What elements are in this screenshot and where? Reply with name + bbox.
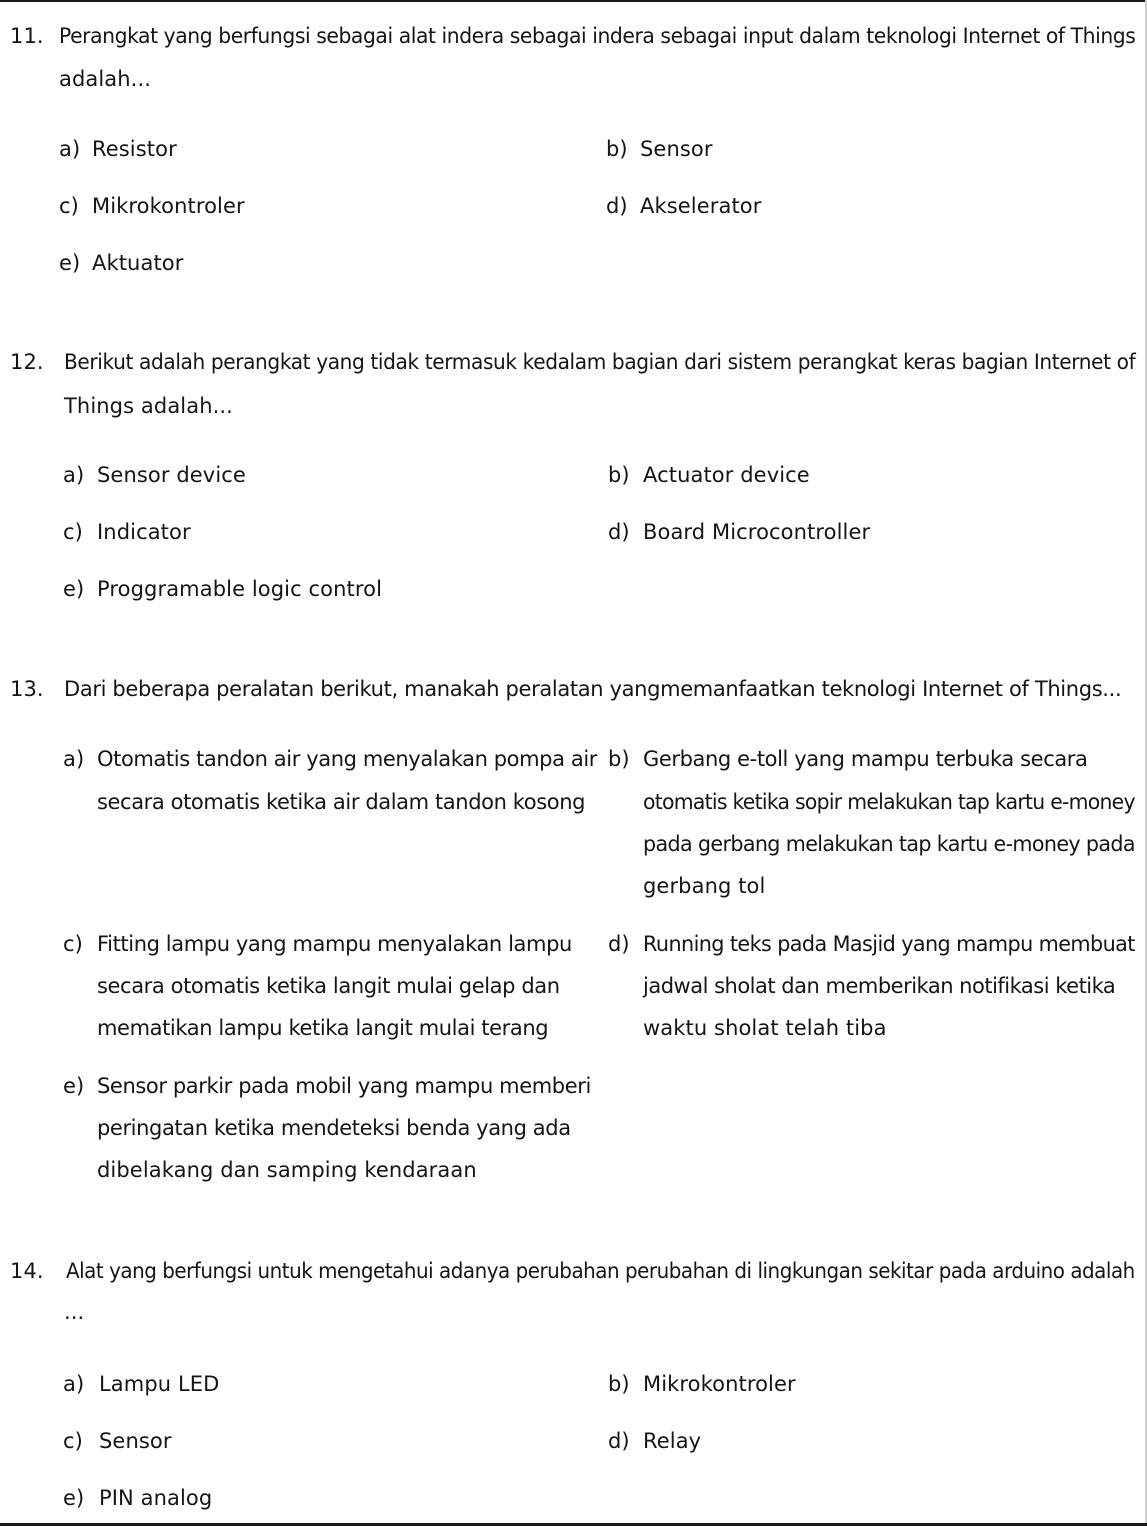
question-text-line: ... (64, 1300, 85, 1324)
question-text-line: adalah... (59, 67, 152, 91)
option-text: Gerbang e-toll yang mampu terbuka secara (643, 747, 1088, 771)
option-text: Sensor (640, 137, 713, 161)
option-letter: e) (59, 251, 81, 275)
option-text: Resistor (92, 137, 177, 161)
question-text-line: Alat yang berfungsi untuk mengetahui adanya perubahan perubahan di lingkungan sekitar pada arduino adalah (66, 1259, 1135, 1283)
option-letter: a) (59, 137, 81, 161)
option-text: waktu sholat telah tiba (643, 1016, 887, 1040)
option-text: Sensor (99, 1429, 172, 1453)
option-text: Sensor device (97, 463, 246, 487)
option-letter: e) (63, 1486, 85, 1510)
question-number: 13. (10, 677, 44, 701)
option-letter: c) (63, 1429, 83, 1453)
option-text: jadwal sholat dan memberikan notifikasi ketika (643, 974, 1116, 998)
option-letter: c) (59, 194, 79, 218)
question-number: 11. (10, 24, 44, 48)
option-text: Sensor parkir pada mobil yang mampu memberi (97, 1074, 591, 1098)
option-letter: d) (606, 194, 628, 218)
option-text: dibelakang dan samping kendaraan (97, 1158, 477, 1182)
option-letter: a) (63, 463, 85, 487)
question-text-line: Perangkat yang berfungsi sebagai alat indera sebagai indera sebagai input dalam teknologi Internet of Things (59, 24, 1136, 48)
option-text: Otomatis tandon air yang menyalakan pompa air (97, 747, 597, 771)
top-border (0, 0, 1147, 2)
option-text: Akselerator (640, 194, 762, 218)
option-text: Relay (643, 1429, 702, 1453)
option-text: Running teks pada Masjid yang mampu membuat (643, 932, 1135, 956)
option-letter: b) (608, 463, 630, 487)
option-text: Aktuator (92, 251, 184, 275)
option-letter: a) (63, 1372, 85, 1396)
option-text: otomatis ketika sopir melakukan tap kartu e-money (643, 790, 1135, 814)
question-text-line: Dari beberapa peralatan berikut, manakah peralatan yangmemanfaatkan teknologi Internet of Things... (64, 677, 1122, 701)
option-text: secara otomatis ketika langit mulai gelap dan (97, 974, 560, 998)
option-letter: a) (63, 747, 85, 771)
question-text-line: Berikut adalah perangkat yang tidak termasuk kedalam bagian dari sistem perangkat keras bagian Internet of (64, 350, 1136, 374)
option-letter: d) (608, 1429, 630, 1453)
question-text-line: Things adalah... (64, 394, 233, 418)
question-number: 14. (10, 1259, 44, 1283)
option-text: Actuator device (643, 463, 810, 487)
question-number: 12. (10, 350, 44, 374)
option-text: Mikrokontroler (92, 194, 245, 218)
option-text: mematikan lampu ketika langit mulai terang (97, 1016, 549, 1040)
option-text: Mikrokontroler (643, 1372, 796, 1396)
option-letter: e) (63, 1074, 85, 1098)
option-text: Fitting lampu yang mampu menyalakan lampu (97, 932, 572, 956)
option-text: Proggramable logic control (97, 577, 383, 601)
option-letter: c) (63, 520, 83, 544)
option-text: Lampu LED (99, 1372, 220, 1396)
option-text: Indicator (97, 520, 191, 544)
option-letter: d) (608, 520, 630, 544)
option-letter: b) (606, 137, 628, 161)
option-text: PIN analog (99, 1486, 213, 1510)
option-text: secara otomatis ketika air dalam tandon kosong (97, 790, 586, 814)
option-letter: d) (608, 932, 630, 956)
option-text: Board Microcontroller (643, 520, 871, 544)
option-letter: b) (608, 1372, 630, 1396)
option-text: gerbang tol (643, 874, 766, 898)
option-letter: c) (63, 932, 83, 956)
option-letter: b) (608, 747, 630, 771)
option-text: pada gerbang melakukan tap kartu e-money pada (643, 832, 1135, 856)
option-letter: e) (63, 577, 85, 601)
option-text: peringatan ketika mendeteksi benda yang ada (97, 1116, 571, 1140)
